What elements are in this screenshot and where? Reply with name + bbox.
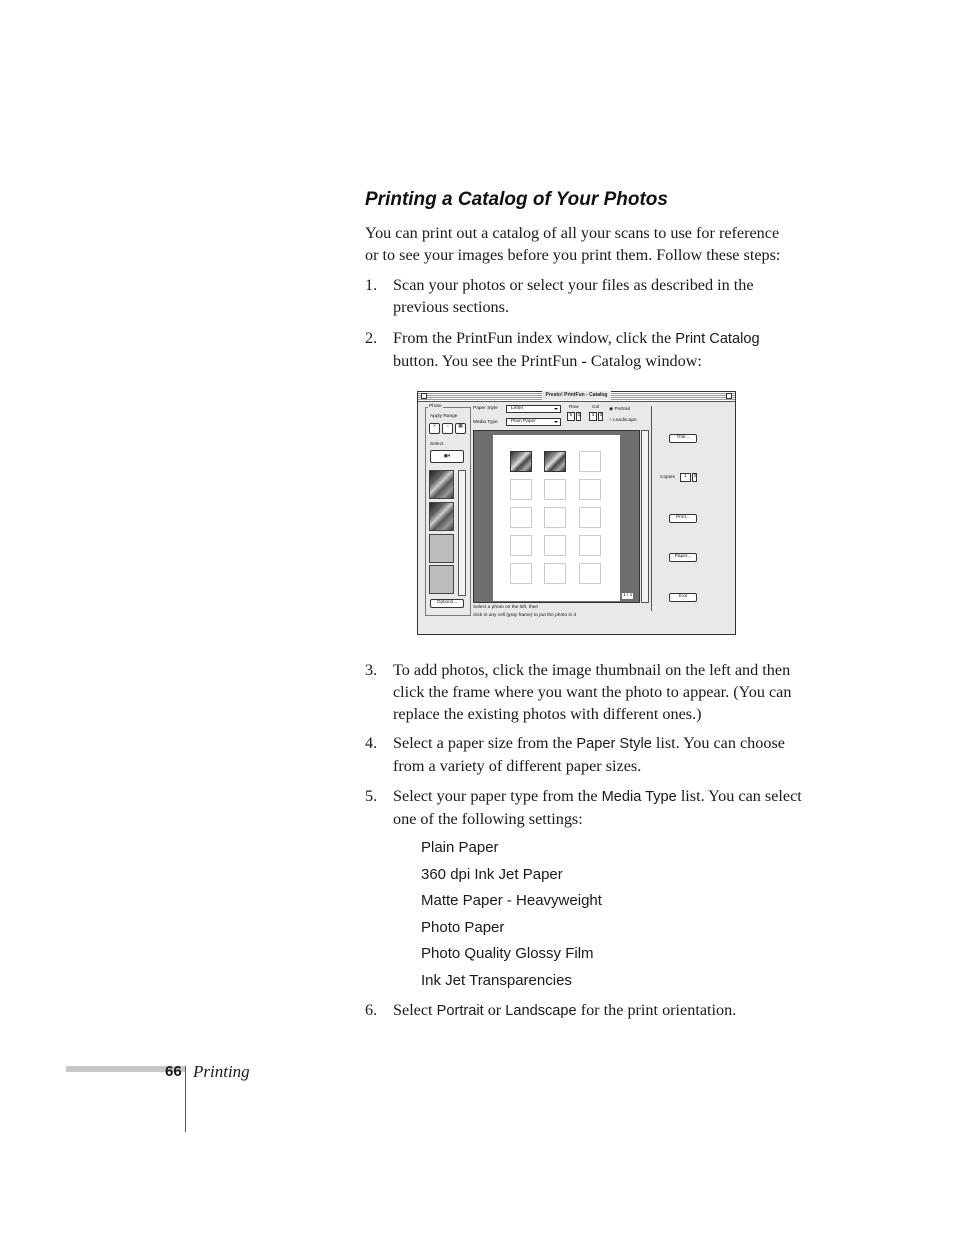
preview-scrollbar[interactable] [641, 430, 649, 603]
ui-term: Landscape [505, 1003, 577, 1019]
row-input[interactable]: 5 [567, 412, 575, 421]
text-run: list. You can select one of the following settings: [393, 787, 802, 828]
media-type-label: Media Type [473, 420, 498, 425]
step-text: To add photos, click the image thumbnail on the left and then click the frame where you want the photo to appear. (You can replace the existing photos with different ones.) [393, 661, 792, 723]
catalog-cell[interactable] [544, 507, 566, 528]
title-button[interactable]: Title... [669, 434, 697, 443]
row-stepper[interactable]: ⇕ [576, 412, 581, 421]
footer-rule [185, 1066, 186, 1132]
landscape-label: Landscape [613, 418, 637, 423]
step-number: 5. [365, 787, 378, 805]
media-type-item: Photo Paper [421, 919, 505, 936]
step-text: Scan your photos or select your files as described in the previous sections. [393, 276, 754, 316]
catalog-cell[interactable] [579, 451, 601, 472]
zoom-box-icon [726, 393, 732, 399]
catalog-cell[interactable] [510, 535, 532, 556]
apply-row-button[interactable]: ⇔ [442, 423, 453, 434]
catalog-cell[interactable] [579, 563, 601, 584]
thumbnail-empty[interactable] [429, 565, 454, 594]
step-text [393, 785, 803, 830]
status-line-1: Select a photo on the left, then [473, 605, 539, 610]
apply-single-button[interactable]: × [429, 423, 440, 434]
step-text [393, 999, 803, 1022]
apply-all-button[interactable]: ▦ [455, 423, 466, 434]
close-box-icon [421, 393, 427, 399]
section-heading: Printing a Catalog of Your Photos [365, 189, 668, 210]
text-run: list. You can choose from a variety of different paper sizes. [393, 734, 785, 775]
catalog-window-screenshot [417, 391, 736, 635]
ui-term: Portrait [436, 1003, 484, 1019]
step-number: 3. [365, 661, 378, 679]
catalog-cell[interactable] [544, 451, 566, 472]
step-number: 4. [365, 734, 378, 752]
thumbnail-2[interactable] [429, 502, 454, 531]
step-text [393, 327, 803, 372]
catalog-cell[interactable] [544, 563, 566, 584]
text-run: Select your paper type from the [393, 787, 602, 805]
ui-term: Paper Style [576, 736, 652, 752]
step-number: 2. [365, 329, 378, 347]
catalog-cell[interactable] [544, 535, 566, 556]
text-run: for the print orientation. [576, 1001, 737, 1019]
thumbnail-empty[interactable] [429, 534, 454, 563]
thumbnail-scrollbar[interactable] [458, 470, 466, 596]
catalog-cell[interactable] [510, 451, 532, 472]
catalog-cell[interactable] [510, 507, 532, 528]
copies-stepper[interactable]: ⇕ [692, 473, 697, 482]
page-indicator: 1 / 1 [623, 593, 633, 598]
catalog-cell[interactable] [510, 479, 532, 500]
preview-page [493, 435, 620, 601]
text-run: From the PrintFun index window, click the [393, 329, 676, 347]
media-type-item: Ink Jet Transparencies [421, 972, 572, 989]
options-button[interactable]: Options... [430, 599, 464, 608]
preview-area [473, 430, 640, 603]
window-title: Presto! PrintFun - Catalog [542, 391, 612, 400]
text-run: button. You see the PrintFun - Catalog window: [393, 352, 702, 370]
paper-style-label: Paper Style [473, 406, 498, 411]
step-text [393, 732, 803, 777]
panel-divider [651, 406, 652, 611]
ui-term: Media Type [601, 789, 677, 805]
exit-button[interactable]: Exit [669, 593, 697, 602]
photo-group-label: Photo [429, 404, 442, 409]
print-button[interactable]: Print... [669, 514, 697, 523]
catalog-cell[interactable] [579, 507, 601, 528]
catalog-cell[interactable] [579, 479, 601, 500]
col-input[interactable]: 3 [589, 412, 597, 421]
media-type-item: Matte Paper - Heavyweight [421, 892, 602, 909]
landscape-radio[interactable]: ○ Landscape [609, 418, 637, 423]
portrait-radio[interactable]: ◉ Portrait [609, 407, 630, 412]
portrait-label: Portrait [614, 407, 630, 412]
copies-input[interactable]: 1 [680, 473, 691, 482]
catalog-cell[interactable] [510, 563, 532, 584]
text-run: or [483, 1001, 506, 1019]
page-number: 66 [165, 1063, 182, 1080]
copies-label: Copies [660, 475, 675, 480]
media-type-item: Plain Paper [421, 839, 499, 856]
step-number: 1. [365, 276, 378, 294]
status-line-2: click in any cell (gray frame) to put the photo in it [473, 613, 576, 618]
apply-range-label: Apply Range [430, 414, 458, 419]
media-type-item: Photo Quality Glossy Film [421, 945, 594, 962]
row-label: Row [569, 405, 579, 410]
catalog-cell[interactable] [579, 535, 601, 556]
text-run: Select a paper size from the [393, 734, 577, 752]
paper-button[interactable]: Paper... [669, 553, 697, 562]
media-type-item: 360 dpi Ink Jet Paper [421, 866, 563, 883]
select-label: Select [430, 442, 444, 447]
ui-term: Print Catalog [675, 331, 760, 347]
select-popup[interactable]: ▣▾ [430, 450, 464, 463]
media-type-select[interactable]: Plain Paper [506, 418, 561, 426]
col-label: Col [592, 405, 600, 410]
thumbnail-1[interactable] [429, 470, 454, 499]
step-number: 6. [365, 1001, 378, 1019]
col-stepper[interactable]: ⇕ [598, 412, 603, 421]
window-titlebar [418, 392, 735, 402]
footer-section-name: Printing [193, 1062, 250, 1081]
intro-paragraph: You can print out a catalog of all your scans to use for reference or to see your images before you print them. Follow these steps: [365, 224, 781, 264]
paper-style-select[interactable]: Letter [506, 405, 561, 413]
text-run: Select [393, 1001, 437, 1019]
catalog-cell[interactable] [544, 479, 566, 500]
